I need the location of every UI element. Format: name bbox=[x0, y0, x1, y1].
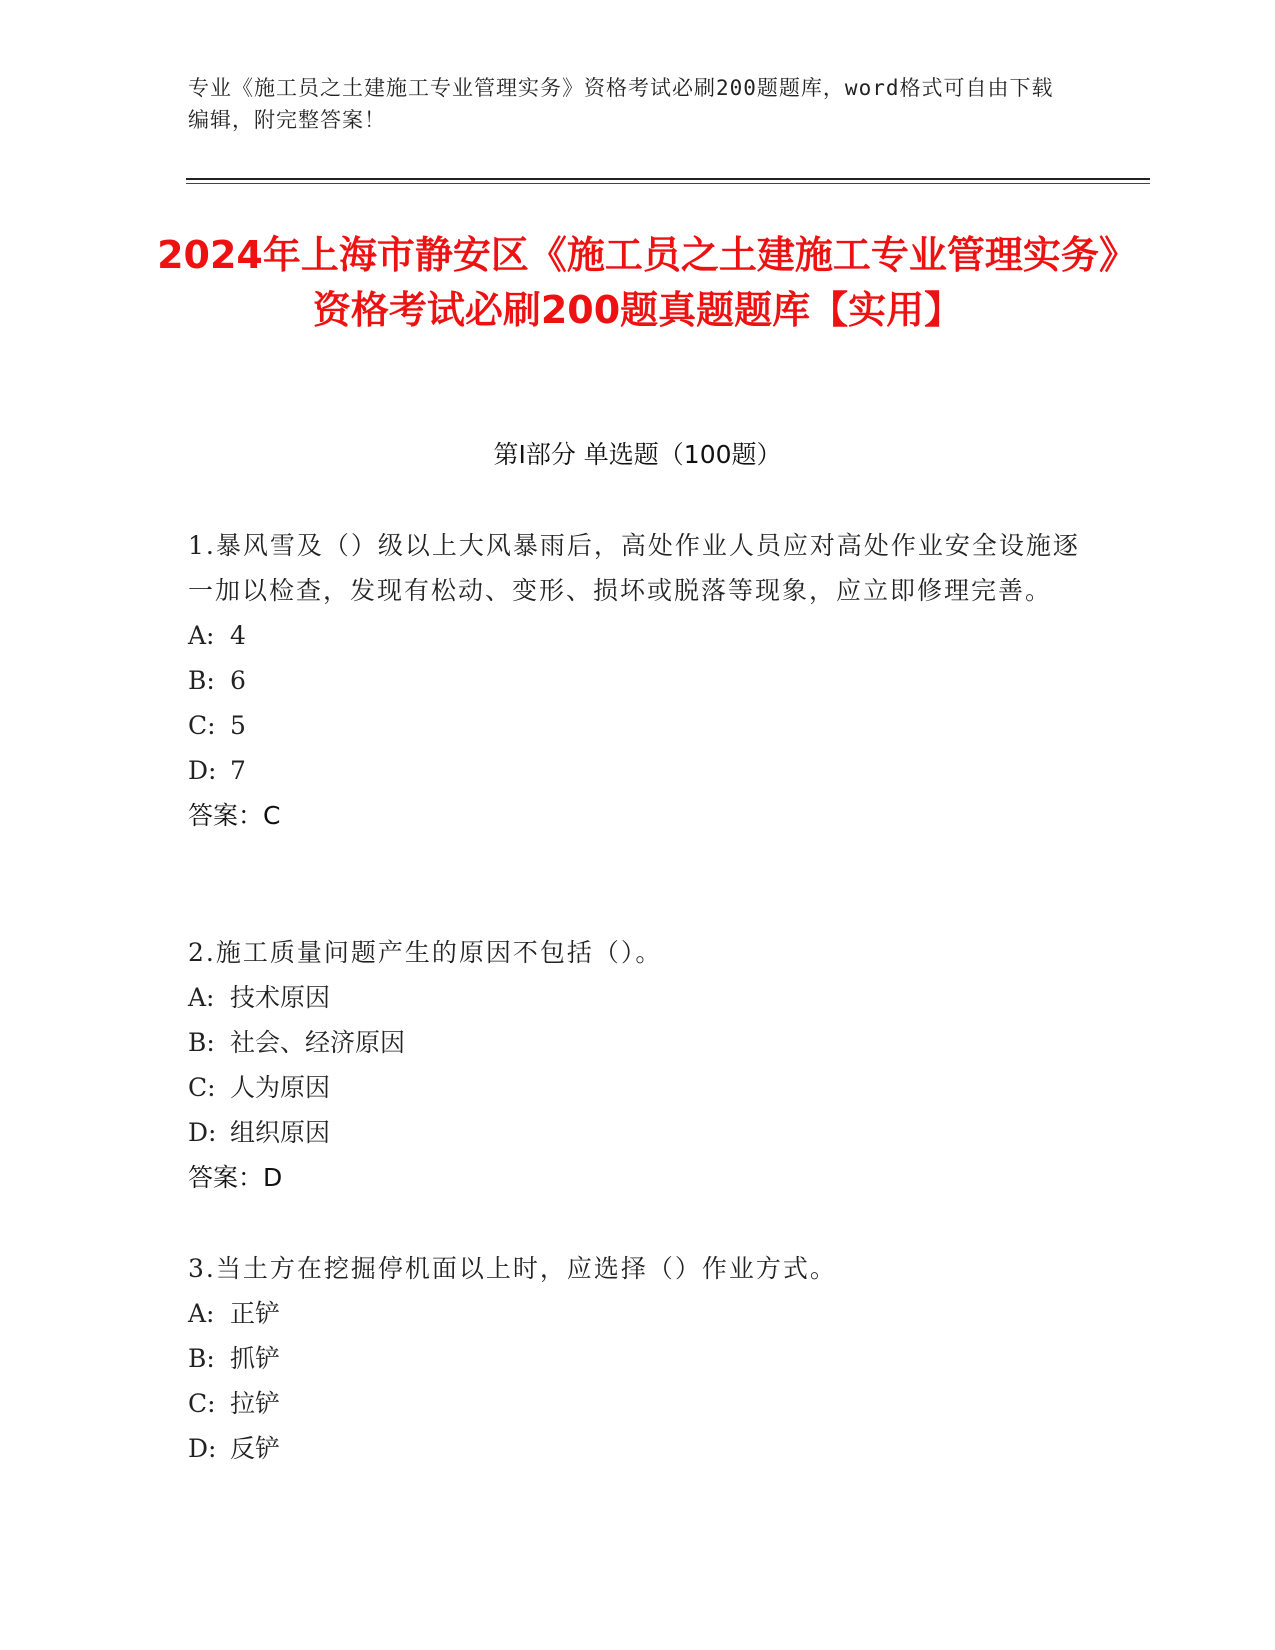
document-title: 2024年上海市静安区《施工员之土建施工专业管理实务》资格考试必刷200题真题题库【实用】 bbox=[157, 233, 1118, 332]
option-text: 技术原因 bbox=[230, 983, 331, 1012]
option-letter: B: bbox=[188, 1028, 215, 1057]
question-1 bbox=[188, 523, 1088, 838]
section-title: 第I部分 单选题（100题） bbox=[493, 440, 782, 469]
header-divider bbox=[186, 178, 1150, 180]
option-a bbox=[188, 975, 1088, 1020]
option-text: 组织原因 bbox=[230, 1118, 331, 1147]
option-text: 社会、经济原因 bbox=[230, 1028, 406, 1057]
answer-line: 答案：D bbox=[188, 1163, 283, 1192]
question-stem: 1.暴风雪及（）级以上大风暴雨后，高处作业人员应对高处作业安全设施逐一加以检查，发现有松动、变形、损坏或脱落等现象，应立即修理完善。 bbox=[188, 531, 1080, 605]
option-c bbox=[188, 1381, 1088, 1426]
question-2 bbox=[188, 930, 1088, 1200]
option-text: 人为原因 bbox=[230, 1073, 331, 1102]
option-text: 7 bbox=[230, 756, 246, 785]
option-text: 反铲 bbox=[230, 1434, 281, 1463]
answer-line: 答案：C bbox=[188, 801, 281, 830]
option-text: 4 bbox=[230, 621, 246, 650]
option-text: 拉铲 bbox=[230, 1389, 281, 1418]
option-text: 6 bbox=[230, 666, 246, 695]
option-text: 5 bbox=[230, 711, 246, 740]
option-letter: A: bbox=[188, 983, 215, 1012]
option-letter: D: bbox=[188, 756, 217, 785]
option-a bbox=[188, 1291, 1088, 1336]
option-d bbox=[188, 1426, 1088, 1471]
option-letter: A: bbox=[188, 621, 215, 650]
header-note: 专业《施工员之土建施工专业管理实务》资格考试必刷200题题库，word格式可自由下载编辑，附完整答案！ bbox=[188, 76, 1054, 132]
option-text: 抓铲 bbox=[230, 1344, 281, 1373]
option-letter: D: bbox=[188, 1434, 217, 1463]
option-letter: A: bbox=[188, 1299, 215, 1328]
option-b bbox=[188, 1020, 1088, 1065]
question-3 bbox=[188, 1246, 1088, 1471]
option-d bbox=[188, 1110, 1088, 1155]
option-d bbox=[188, 748, 1088, 793]
header-divider-thin bbox=[186, 183, 1150, 184]
option-letter: B: bbox=[188, 666, 215, 695]
option-a bbox=[188, 613, 1088, 658]
option-letter: C: bbox=[188, 1073, 216, 1102]
option-b bbox=[188, 658, 1088, 703]
question-stem: 2.施工质量问题产生的原因不包括（）。 bbox=[188, 938, 663, 967]
option-letter: B: bbox=[188, 1344, 215, 1373]
question-stem: 3.当土方在挖掘停机面以上时，应选择（）作业方式。 bbox=[188, 1254, 837, 1283]
option-c bbox=[188, 1065, 1088, 1110]
option-text: 正铲 bbox=[230, 1299, 281, 1328]
option-b bbox=[188, 1336, 1088, 1381]
option-c bbox=[188, 703, 1088, 748]
option-letter: C: bbox=[188, 1389, 216, 1418]
option-letter: D: bbox=[188, 1118, 217, 1147]
option-letter: C: bbox=[188, 711, 216, 740]
